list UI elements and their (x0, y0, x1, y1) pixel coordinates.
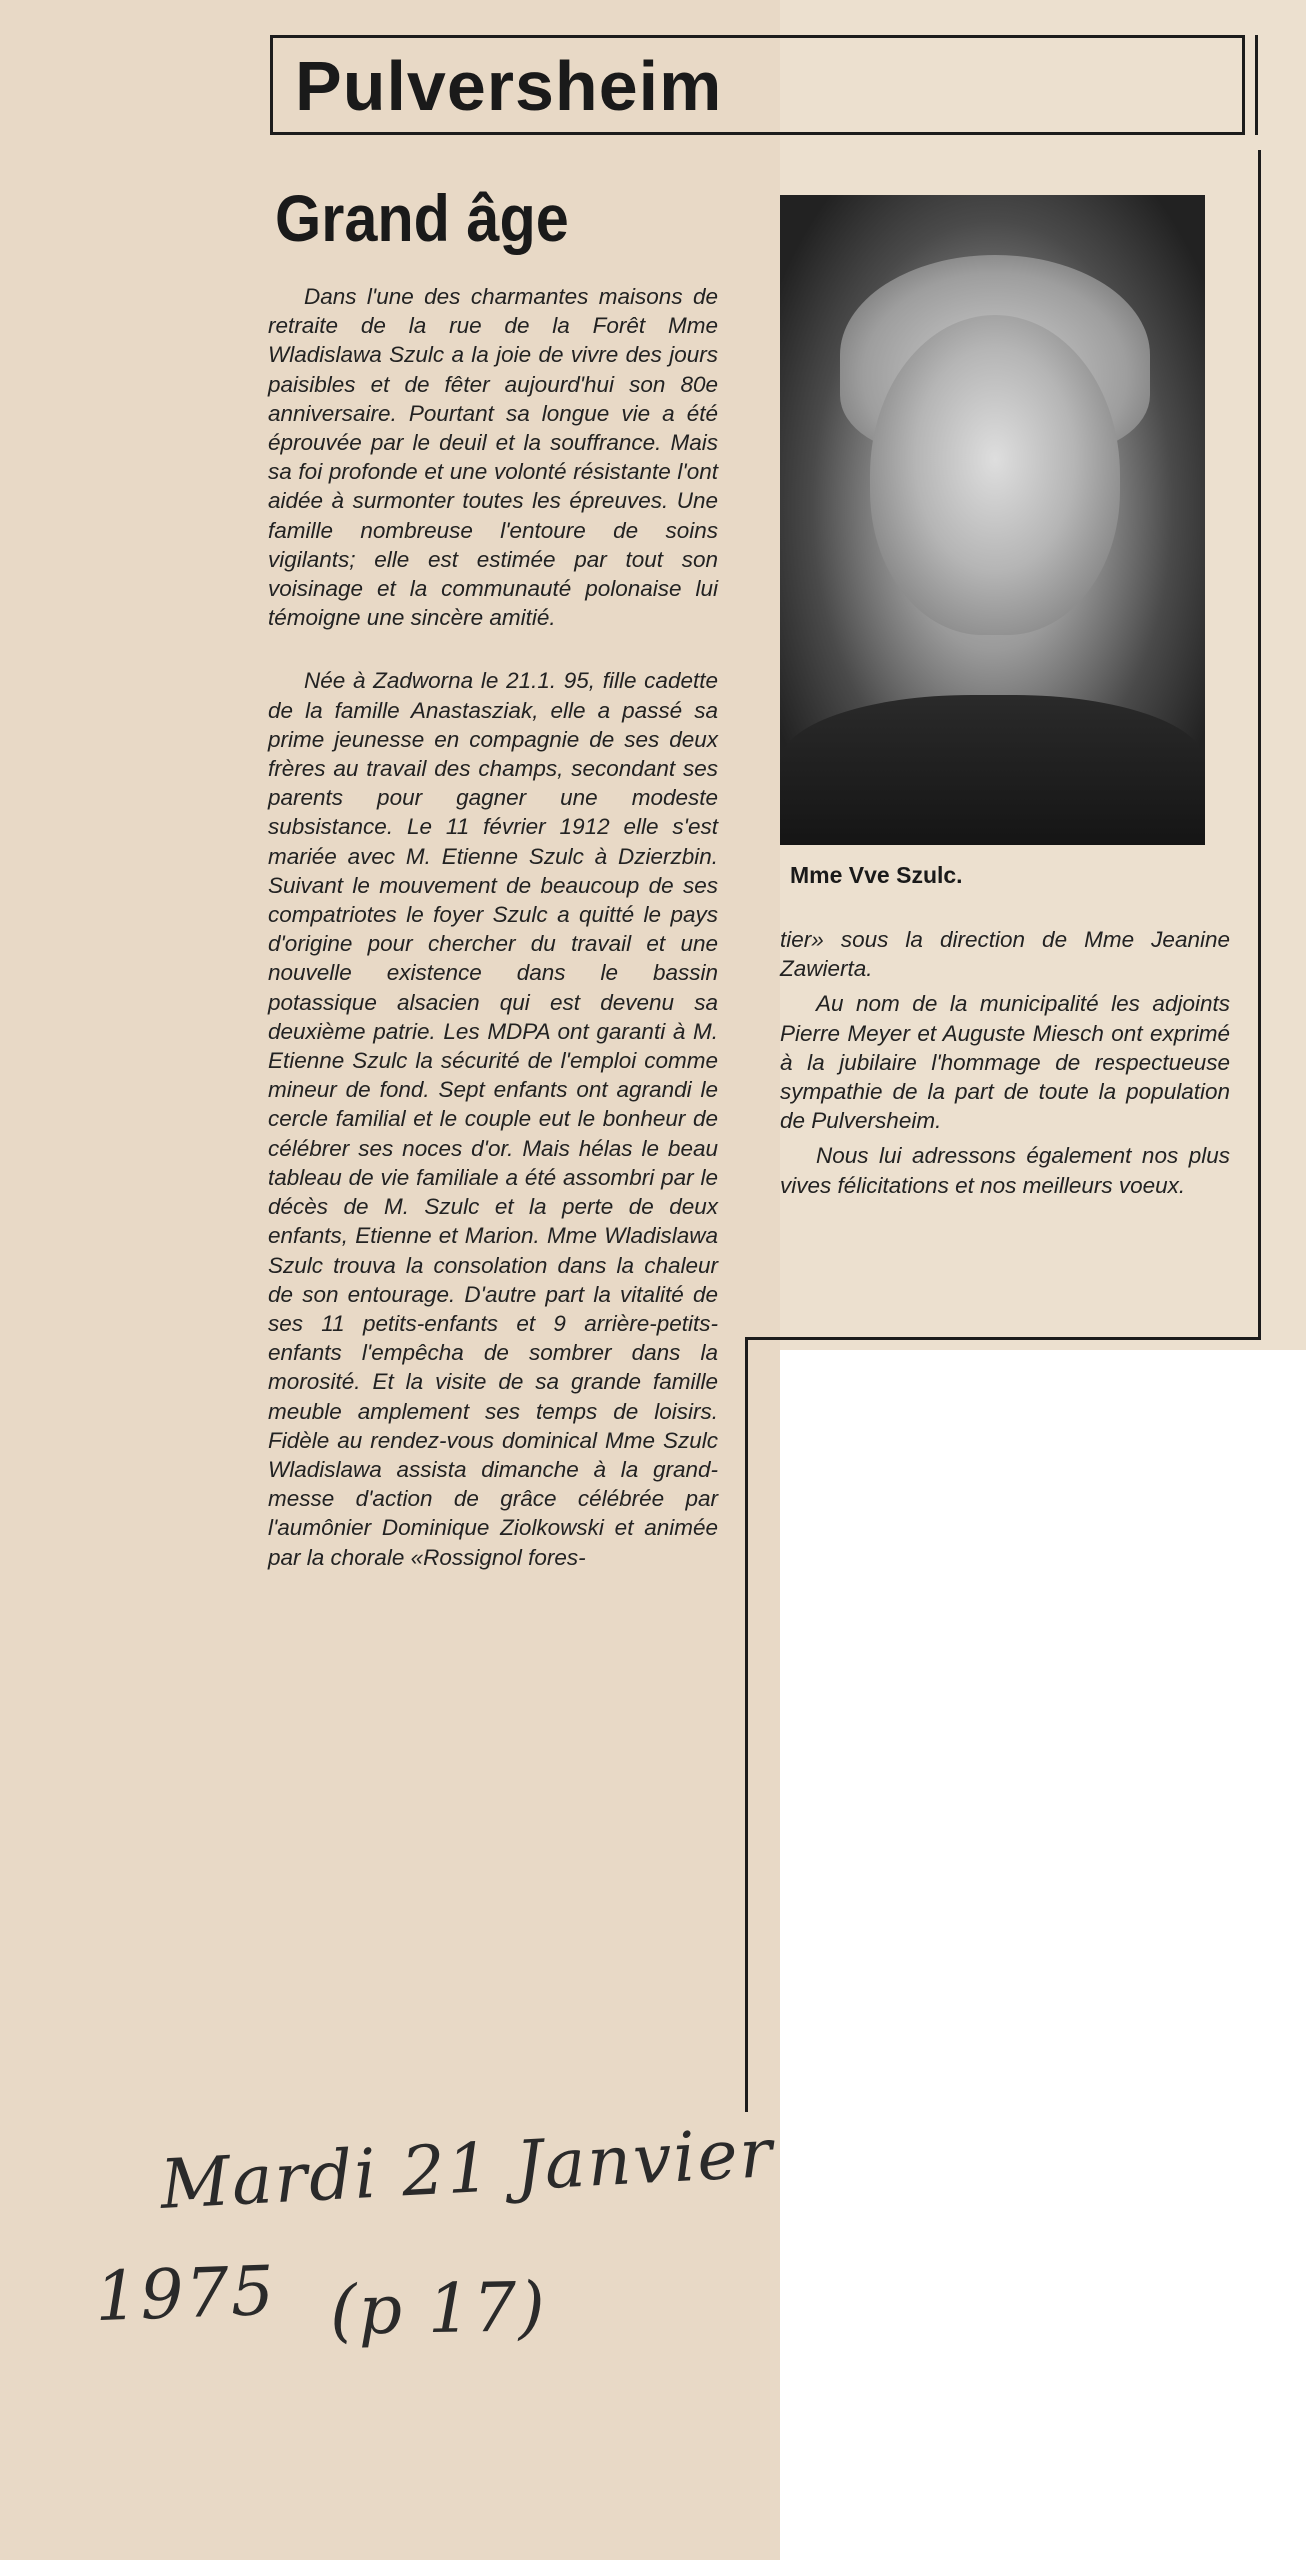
frame-rule-bottom (745, 1337, 1261, 1340)
header-rule (1255, 35, 1258, 135)
handwritten-year: 1975 (93, 2251, 278, 2338)
photo-caption: Mme Vve Szulc. (790, 862, 963, 888)
paragraph: Au nom de la municipalité les adjoints Pierre Meyer et Auguste Miesch ont exprimé à la jubilaire l'hommage de respectueuse sympathie de la part de toute la population de Pulversheim. (780, 991, 1230, 1134)
handwritten-page: (p 17) (329, 2268, 548, 2351)
portrait-coat (780, 695, 1205, 845)
paragraph: Dans l'une des charmantes maisons de retraite de la rue de la Forêt Mme Wladislawa Szulc a la joie de vivre des jours paisibles et de fêter aujourd'hui son 80e anniversaire. Pourtant sa longue vie a été éprouvée par le deuil et la souffrance. Mais sa foi profonde et une volonté résistante l'ont aidée à surmonter toutes les épreuves. Une famille nombreuse l'entoure de soins vigilants; elle est estimée par tout son voisinage et la communauté polonaise lui témoigne une sincère amitié. (268, 284, 718, 631)
article-headline: Grand âge (275, 181, 569, 255)
frame-rule-step (745, 1337, 748, 2112)
handwritten-date: Mardi 21 Janvier (158, 2113, 776, 2226)
article-column-right (780, 925, 1230, 1206)
section-header (270, 35, 1245, 135)
portrait-face (870, 315, 1120, 635)
background (780, 1350, 1306, 2560)
paragraph: tier» sous la direction de Mme Jeanine Zawierta. (780, 927, 1230, 982)
frame-rule-right (1258, 150, 1261, 1340)
section-title: Pulversheim (295, 47, 723, 125)
paragraph: Nous lui adressons également nos plus vives félicitations et nos meilleurs voeux. (780, 1143, 1230, 1198)
paragraph: Née à Zadworna le 21.1. 95, fille cadette de la famille Anastasziak, elle a passé sa prime jeunesse en compagnie de ses deux frères au travail des champs, secondant ses parents pour gagner une modeste subsistance. Le 11 février 1912 elle s'est mariée avec M. Etienne Szulc à Dzierzbin. Suivant le mouvement de beaucoup de ses compatriotes le foyer Szulc a quitté le pays d'origine pour chercher du travail et une nouvelle existence dans le bassin potassique alsacien qui est devenu sa deuxième patrie. Les MDPA ont garanti à M. Etienne Szulc la sécurité de l'emploi comme mineur de fond. Sept enfants ont agrandi le cercle familial et le couple eut le bonheur de célébrer ses noces d'or. Mais hélas le beau tableau de vie familiale a été assombri par le décès de M. Szulc et la perte de deux enfants, Etienne et Marion. Mme Wladislawa Szulc trouva la consolation dans la chaleur de son entourage. D'autre part la vitalité de ses 11 petits-enfants et 9 arrière-petits-enfants l'empêcha de sombrer dans la morosité. Et la visite de sa grande famille meuble amplement ses temps de loisirs. Fidèle au rendez-vous dominical Mme Szulc Wladislawa assista dimanche à la grand-messe d'action de grâce célébrée par l'aumônier Dominique Ziolkowski et animée par la chorale «Rossignol fores- (268, 668, 718, 1570)
portrait-photo (780, 195, 1205, 845)
article-column-left (268, 282, 718, 1606)
